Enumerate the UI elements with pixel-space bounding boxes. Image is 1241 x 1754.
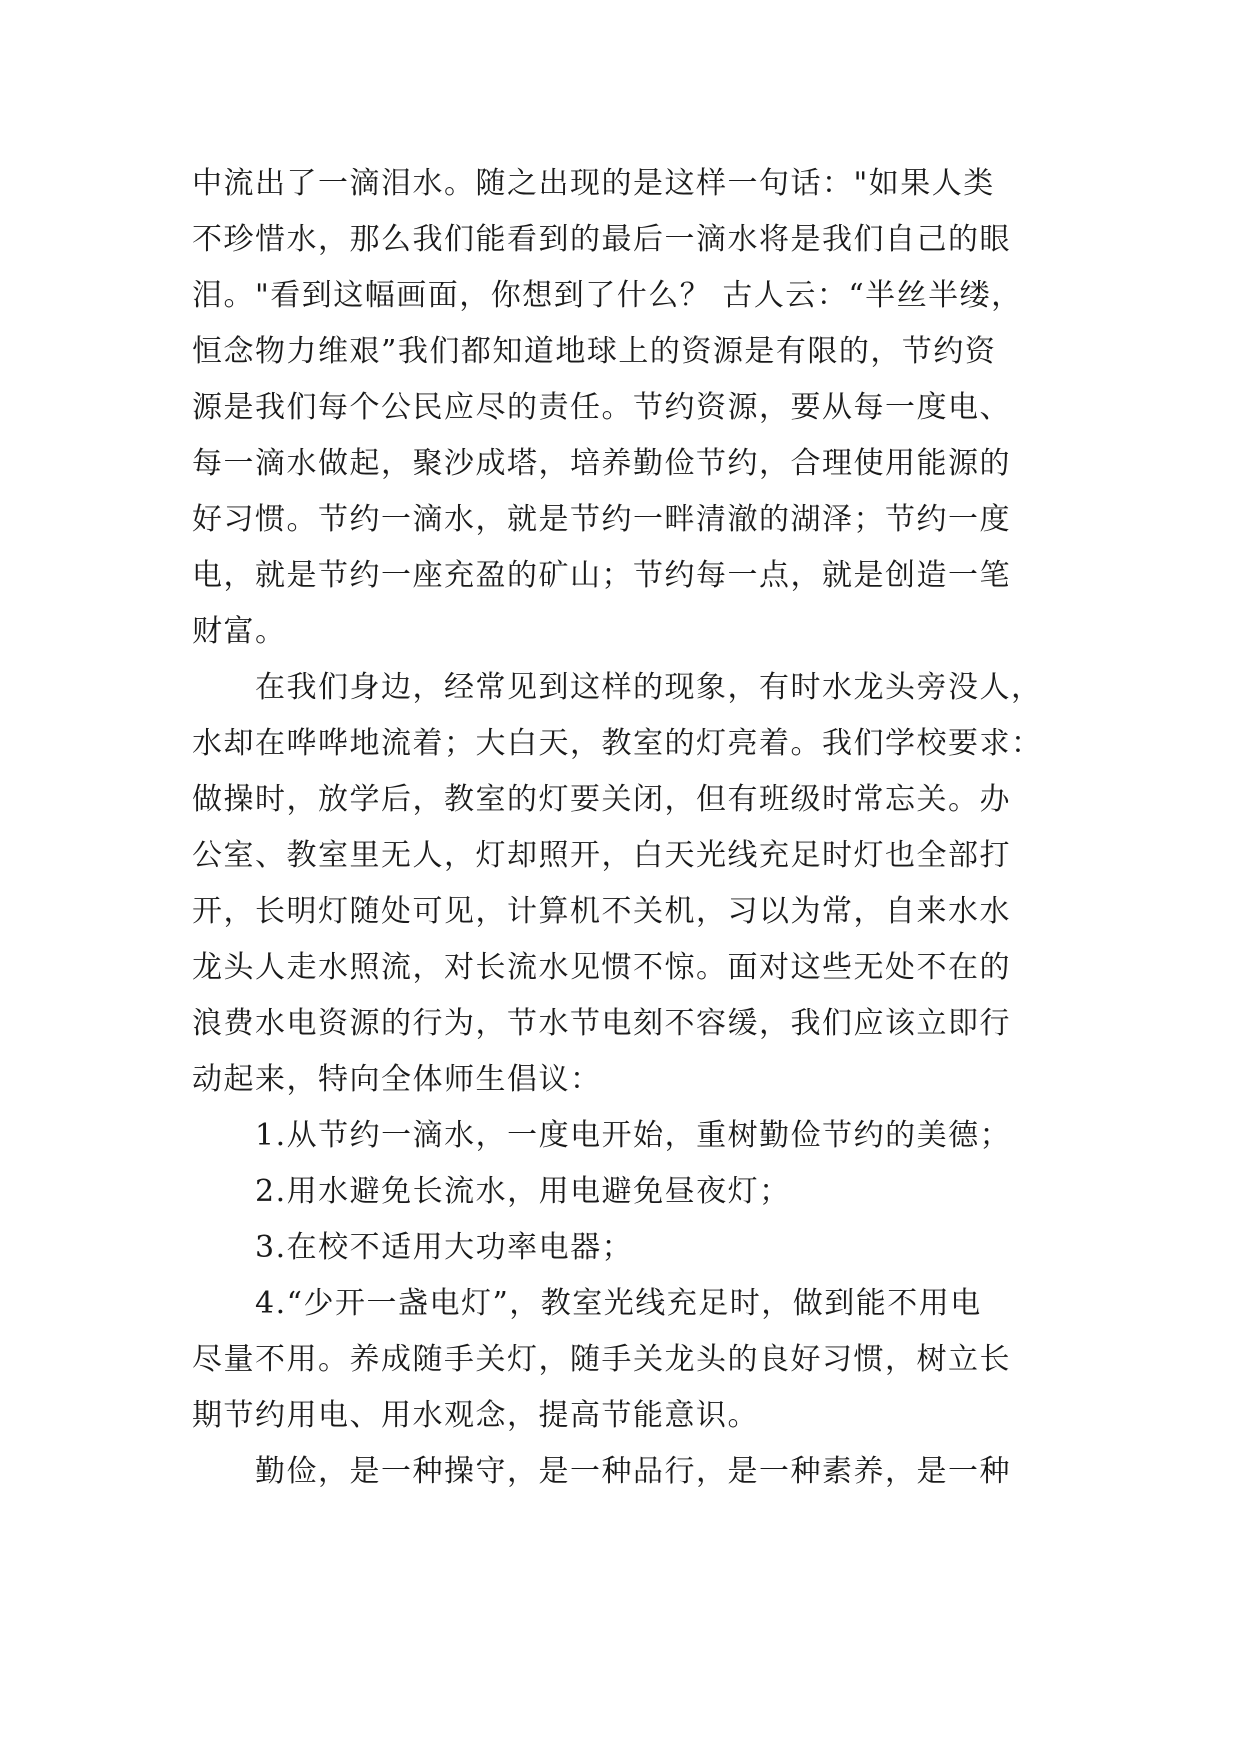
text-line: 开，长明灯随处可见，计算机不关机，习以为常，自来水水 <box>192 894 1011 929</box>
body-text <box>192 156 1072 1500</box>
text-line: 做操时，放学后，教室的灯要关闭，但有班级时常忘关。办 <box>192 782 1011 817</box>
list-item: 2.用水避免长流水，用电避免昼夜灯； <box>192 1174 791 1209</box>
list-item: 1.从节约一滴水，一度电开始，重树勤俭节约的美德； <box>192 1118 1012 1153</box>
text-line: 电，就是节约一座充盈的矿山；节约每一点，就是创造一笔 <box>192 558 1011 593</box>
text-line: 动起来，特向全体师生倡议： <box>192 1062 602 1097</box>
text-line: 公室、教室里无人，灯却照开，白天光线充足时灯也全部打 <box>192 838 1011 873</box>
text-line: 财富。 <box>192 614 287 649</box>
text-line: 在我们身边，经常见到这样的现象，有时水龙头旁没人， <box>192 670 1043 705</box>
list-item: 4.“少开一盏电灯”，教室光线充足时，做到能不用电 <box>192 1286 982 1321</box>
text-line: 好习惯。节约一滴水，就是节约一畔清澈的湖泽；节约一度 <box>192 502 1011 537</box>
text-line: 恒念物力维艰”我们都知道地球上的资源是有限的，节约资 <box>192 334 997 369</box>
text-line: 勤俭，是一种操守，是一种品行，是一种素养，是一种 <box>192 1454 1011 1489</box>
text-line: 浪费水电资源的行为，节水节电刻不容缓，我们应该立即行 <box>192 1006 1011 1041</box>
text-line: 尽量不用。养成随手关灯，随手关龙头的良好习惯，树立长 <box>192 1342 1011 1377</box>
text-line: 泪。"看到这幅画面，你想到了什么？ 古人云：“半丝半缕， <box>192 278 1023 313</box>
text-line: 不珍惜水，那么我们能看到的最后一滴水将是我们自己的眼 <box>192 222 1011 257</box>
list-item: 3.在校不适用大功率电器； <box>192 1230 634 1265</box>
text-line: 龙头人走水照流，对长流水见惯不惊。面对这些无处不在的 <box>192 950 1011 985</box>
text-line: 每一滴水做起，聚沙成塔，培养勤俭节约，合理使用能源的 <box>192 446 1011 481</box>
text-line: 水却在哗哗地流着；大白天，教室的灯亮着。我们学校要求： <box>192 726 1043 761</box>
text-line: 期节约用电、用水观念，提高节能意识。 <box>192 1398 759 1433</box>
text-line: 中流出了一滴泪水。随之出现的是这样一句话："如果人类 <box>192 166 995 201</box>
text-line: 源是我们每个公民应尽的责任。节约资源，要从每一度电、 <box>192 390 1011 425</box>
